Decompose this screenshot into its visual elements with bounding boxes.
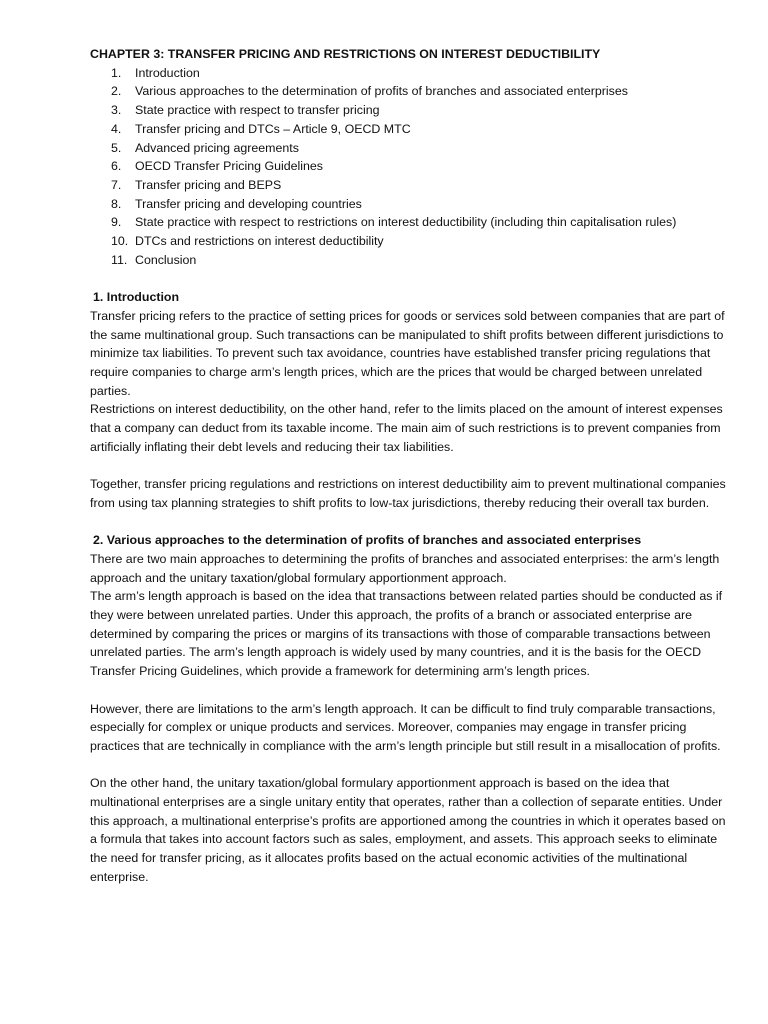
- toc-number: 8.: [111, 196, 122, 211]
- paragraph: Together, transfer pricing regulations and restrictions on interest deductibility aim to prevent multinational companies from using tax planning strategies to shift profits to low-tax jurisdictions, thereby reducing their overall tax burden.: [90, 477, 726, 510]
- toc-text: Advanced pricing agreements: [135, 140, 299, 155]
- toc-item: [111, 120, 728, 139]
- toc-number: 4.: [111, 121, 122, 136]
- toc-number: 11.: [111, 252, 128, 267]
- toc-number: 2.: [111, 84, 122, 99]
- spacer: [90, 756, 728, 775]
- spacer: [90, 513, 728, 532]
- toc-number: 6.: [111, 159, 122, 174]
- toc-text: Introduction: [135, 65, 200, 80]
- toc-item: [111, 64, 728, 83]
- toc-number: 3.: [111, 103, 122, 118]
- table-of-contents: [90, 64, 728, 270]
- toc-text: Transfer pricing and BEPS: [135, 177, 282, 192]
- toc-text: Transfer pricing and developing countries: [135, 196, 362, 211]
- toc-item: [111, 82, 728, 101]
- toc-item: [111, 213, 728, 232]
- toc-item: [111, 251, 728, 270]
- toc-number: 1.: [111, 65, 122, 80]
- toc-item: [111, 232, 728, 251]
- toc-text: DTCs and restrictions on interest deductibility: [135, 234, 384, 249]
- toc-item: [111, 101, 728, 120]
- chapter-title: CHAPTER 3: TRANSFER PRICING AND RESTRICTIONS ON INTEREST DEDUCTIBILITY: [90, 47, 601, 61]
- spacer: [90, 681, 728, 700]
- toc-item: [111, 176, 728, 195]
- spacer: [90, 456, 728, 475]
- spacer: [90, 269, 728, 288]
- section-heading-introduction: 1. Introduction: [93, 290, 180, 305]
- toc-number: 7.: [111, 177, 122, 192]
- toc-number: 9.: [111, 215, 122, 230]
- paragraph: Restrictions on interest deductibility, on the other hand, refer to the limits placed on the amount of interest expenses that a company can deduct from its taxable income. The main aim of such restrictions is to prevent companies from artificially inflating their debt levels and reducing their tax liabilities.: [90, 402, 723, 454]
- paragraph: However, there are limitations to the arm’s length approach. It can be difficult to find truly comparable transactions, especially for complex or unique products and services. Moreover, companies may engage in transfer pricing practices that are technically in compliance with the arm’s length principle but still result in a misallocation of profits.: [90, 701, 721, 753]
- toc-text: Transfer pricing and DTCs – Article 9, OECD MTC: [135, 121, 411, 136]
- paragraph: Transfer pricing refers to the practice of setting prices for goods or services sold between companies that are part of the same multinational group. Such transactions can be manipulated to shift profits between different jurisdictions to minimize tax liabilities. To prevent such tax avoidance, countries have established transfer pricing regulations that require companies to charge arm’s length prices, which are the prices that would be charged between unrelated parties.: [90, 308, 725, 398]
- toc-text: Various approaches to the determination of profits of branches and associated enterprises: [135, 84, 628, 99]
- paragraph: There are two main approaches to determining the profits of branches and associated enterprises: the arm’s length approach and the unitary taxation/global formulary apportionment approach.: [90, 551, 720, 585]
- toc-item: [111, 195, 728, 214]
- toc-text: State practice with respect to transfer pricing: [135, 103, 380, 118]
- toc-text: OECD Transfer Pricing Guidelines: [135, 159, 323, 174]
- toc-item: [111, 157, 728, 176]
- toc-text: Conclusion: [135, 252, 197, 267]
- section-heading-approaches: 2. Various approaches to the determination of profits of branches and associated enterprises: [93, 533, 642, 548]
- toc-number: 10.: [111, 234, 129, 249]
- toc-item: [111, 139, 728, 158]
- paragraph: On the other hand, the unitary taxation/global formulary apportionment approach is based on the idea that multinational enterprises are a single unitary entity that operates, rather than a collection of separate entities. Under this approach, a multinational enterprise’s profits are apportioned among the countries in which it operates based on a formula that takes into account factors such as sales, employment, and assets. This approach seeks to eliminate the need for transfer pricing, as it allocates profits based on the actual economic activities of the multinational enterprise.: [90, 776, 726, 884]
- toc-text: State practice with respect to restrictions on interest deductibility (including thin capitalisation rules): [135, 215, 677, 230]
- toc-number: 5.: [111, 140, 122, 155]
- paragraph: The arm’s length approach is based on the idea that transactions between related parties should be conducted as if they were between unrelated parties. Under this approach, the profits of a branch or associated enterprise are determined by comparing the prices or margins of its transactions with those of comparable transactions between unrelated parties. The arm’s length approach is widely used by many countries, and it is the basis for the OECD Transfer Pricing Guidelines, which provide a framework for determining arm’s length prices.: [90, 589, 723, 679]
